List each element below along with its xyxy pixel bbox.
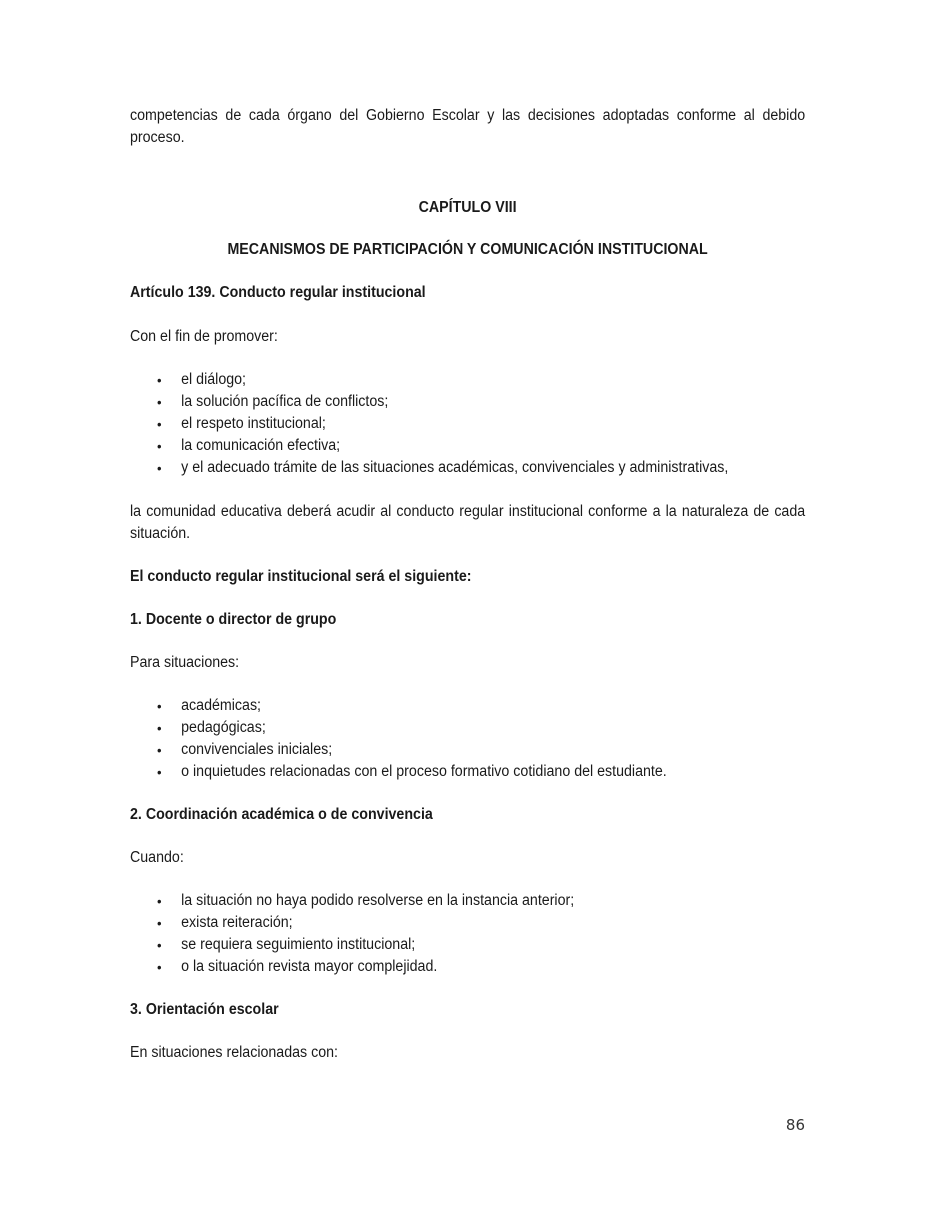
list-item: • convivenciales iniciales;: [181, 739, 805, 761]
intro-paragraph: competencias de cada órgano del Gobierno Escolar y las decisiones adoptadas conforme al debido proceso.: [130, 107, 806, 146]
list-item: • el respeto institucional;: [181, 413, 805, 435]
list-item: • la comunicación efectiva;: [181, 435, 805, 457]
article-heading: Artículo 139. Conducto regular institucional: [130, 284, 426, 301]
list-item: • se requiera seguimiento institucional;: [181, 934, 805, 956]
chapter-subtitle: MECANISMOS DE PARTICIPACIÓN Y COMUNICACIÓN INSTITUCIONAL: [227, 241, 708, 258]
list-item: • exista reiteración;: [181, 912, 805, 934]
purpose-list: [130, 369, 805, 479]
sequence-heading: El conducto regular institucional será el siguiente:: [130, 568, 472, 585]
step2-list: [130, 890, 805, 978]
community-paragraph: la comunidad educativa deberá acudir al conducto regular institucional conforme a la naturaleza de cada situación.: [130, 503, 806, 542]
list-item: • o inquietudes relacionadas con el proceso formativo cotidiano del estudiante.: [181, 761, 805, 783]
step2-intro: Cuando:: [130, 849, 184, 866]
purpose-intro: Con el fin de promover:: [130, 328, 278, 345]
step2-heading: 2. Coordinación académica o de convivencia: [130, 806, 433, 823]
list-item: • pedagógicas;: [181, 717, 805, 739]
chapter-title: CAPÍTULO VIII: [418, 199, 517, 216]
page-content: [130, 105, 805, 1064]
step3-intro: En situaciones relacionadas con:: [130, 1044, 339, 1061]
list-item: • la situación no haya podido resolverse en la instancia anterior;: [181, 890, 805, 912]
step3-heading: 3. Orientación escolar: [130, 1001, 279, 1018]
step1-list: [130, 695, 805, 783]
page-number: 86: [785, 1116, 805, 1134]
list-item: • académicas;: [181, 695, 805, 717]
step1-intro: Para situaciones:: [130, 654, 240, 671]
list-item: • el diálogo;: [181, 369, 805, 391]
list-item: • la solución pacífica de conflictos;: [181, 391, 805, 413]
step1-heading: 1. Docente o director de grupo: [130, 611, 337, 628]
list-item: • o la situación revista mayor complejidad.: [181, 956, 805, 978]
list-item: • y el adecuado trámite de las situaciones académicas, convivenciales y administrativas,: [181, 457, 805, 479]
